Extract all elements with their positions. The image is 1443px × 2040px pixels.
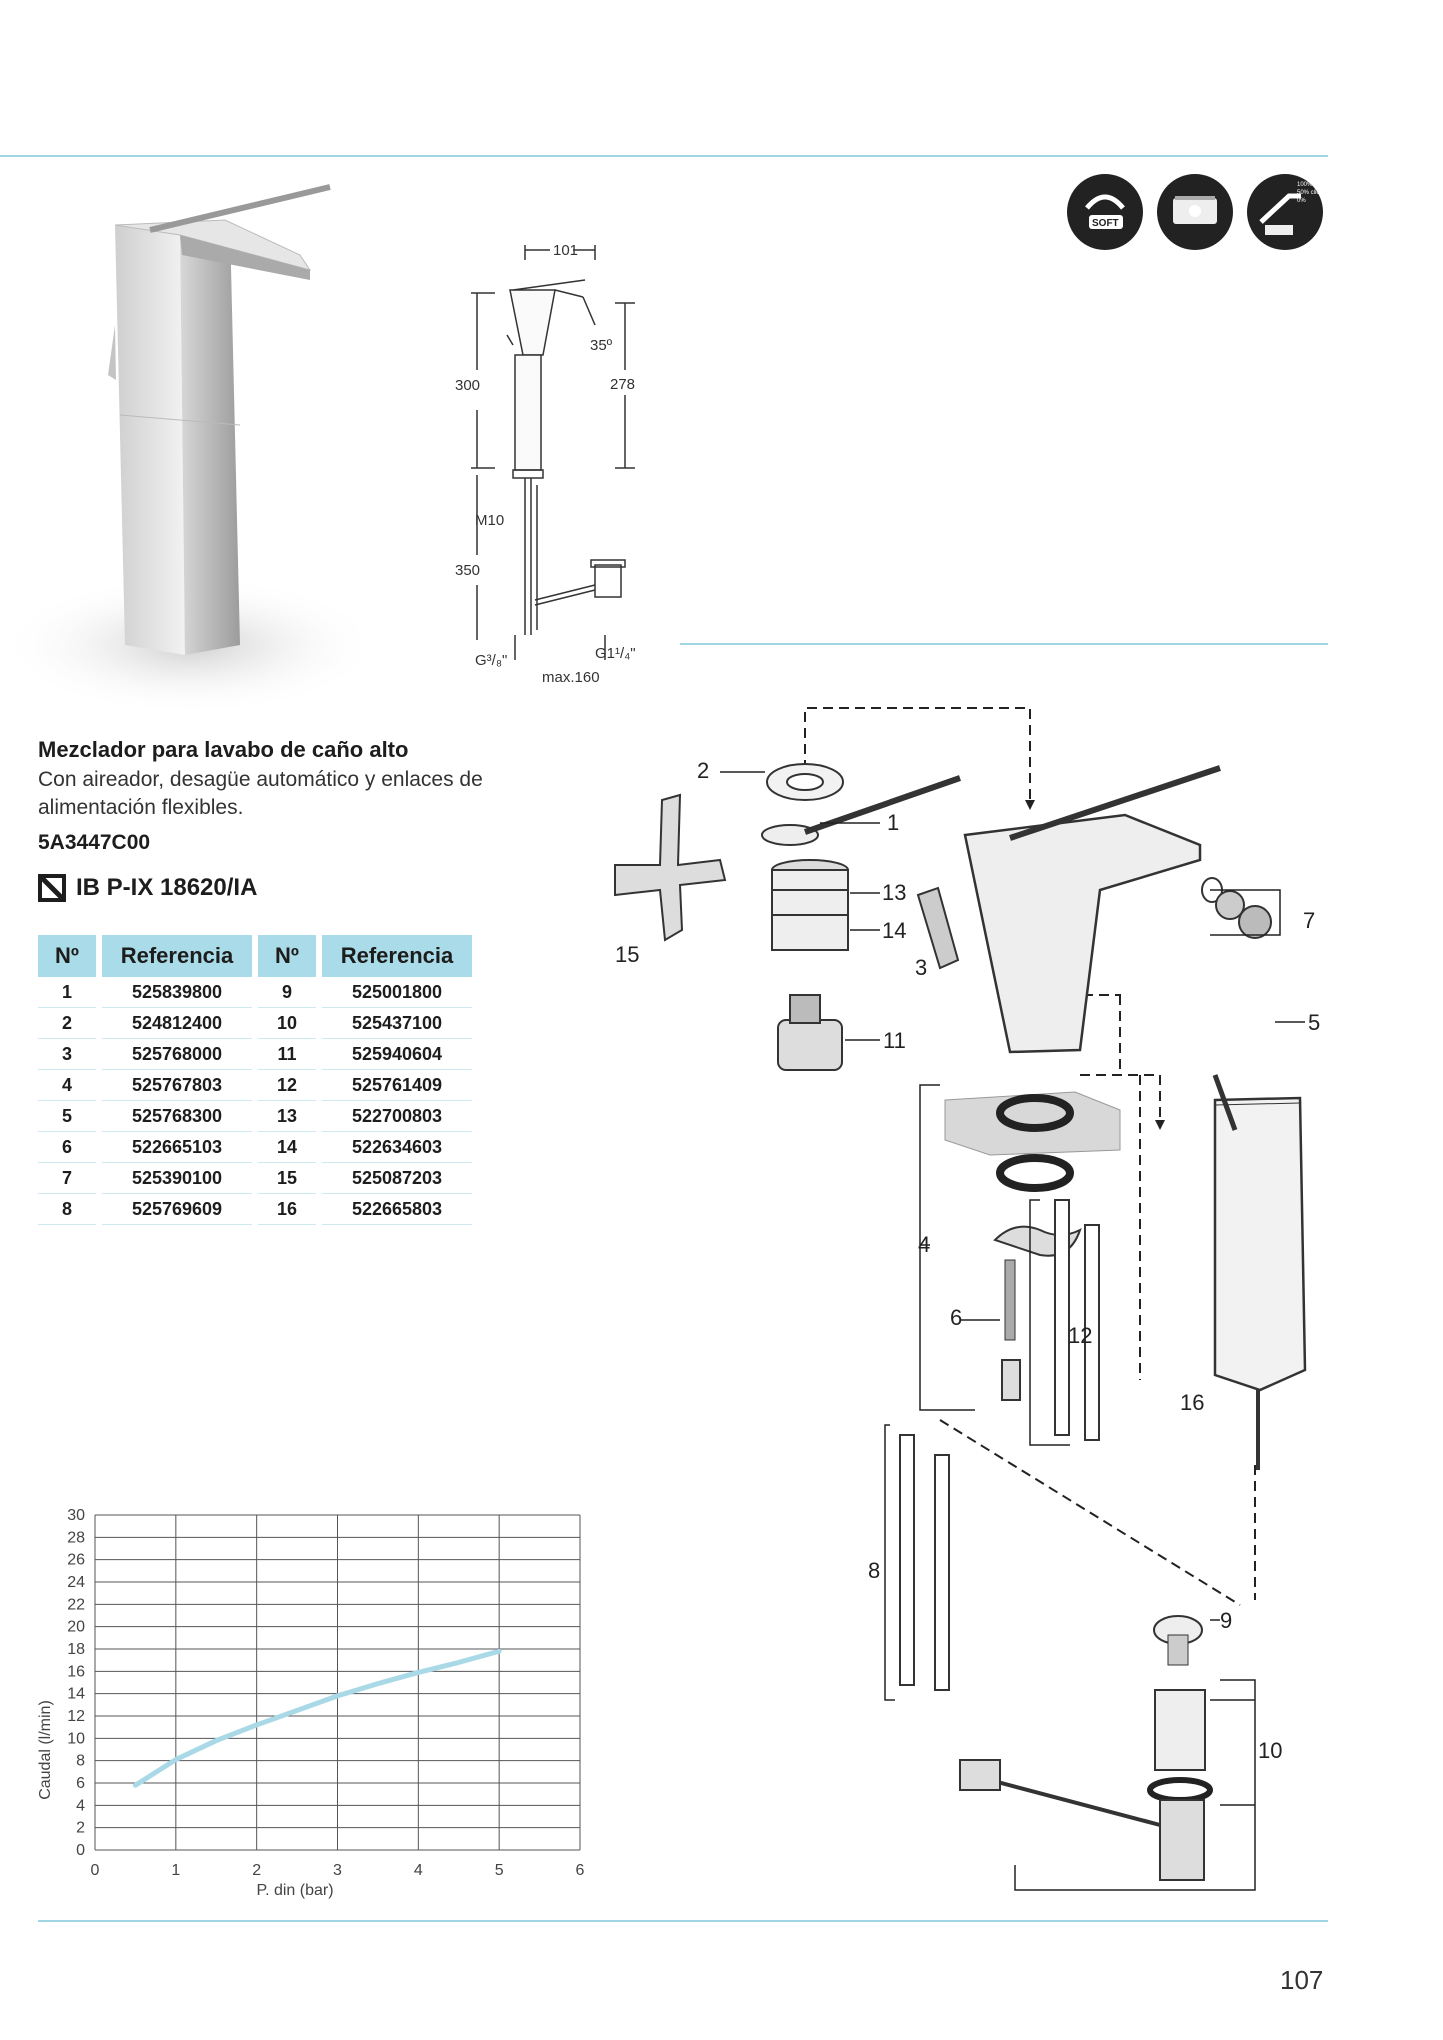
cell-ref: 524812400 <box>102 1008 252 1039</box>
cell-no: 7 <box>38 1163 96 1194</box>
dim-width-top: 101 <box>553 242 579 259</box>
part-label-2: 2 <box>697 758 710 783</box>
cell-no: 14 <box>258 1132 316 1163</box>
x-tick-label: 0 <box>90 1862 100 1879</box>
table-row <box>38 977 472 1008</box>
part-label-16: 16 <box>1180 1390 1205 1415</box>
cell-no: 2 <box>38 1008 96 1039</box>
product-description: Con aireador, desagüe automático y enlaces de alimentación flexibles. <box>38 768 483 819</box>
feature-icons <box>1065 170 1330 255</box>
part-label-14: 14 <box>882 918 907 943</box>
mid-rule <box>680 643 1328 645</box>
product-code: 5A3447C00 <box>38 831 151 854</box>
table-row <box>38 1132 472 1163</box>
y-tick-label: 0 <box>76 1842 85 1859</box>
cell-ref: 525767803 <box>102 1070 252 1101</box>
table-row <box>38 1194 472 1225</box>
cell-ref: 525001800 <box>322 977 472 1008</box>
certification-logo-icon <box>38 874 66 902</box>
y-tick-label: 22 <box>67 1596 85 1614</box>
part-label-5: 5 <box>1308 1010 1321 1035</box>
table-header <box>38 935 472 977</box>
y-tick-label: 14 <box>67 1685 85 1703</box>
header-ref-1: Referencia <box>102 935 252 977</box>
x-tick-label: 2 <box>252 1862 262 1879</box>
chart-ylabel: Caudal (l/min) <box>37 1700 54 1800</box>
product-title: Mezclador para lavabo de caño alto <box>38 737 409 762</box>
y-tick-label: 20 <box>67 1618 85 1636</box>
header-no-2: Nº <box>258 935 316 977</box>
x-tick-label: 3 <box>333 1862 342 1879</box>
y-tick-label: 10 <box>67 1730 85 1748</box>
cell-ref: 525390100 <box>102 1163 252 1194</box>
header-no-1: Nº <box>38 935 96 977</box>
eco-click-icon <box>1247 174 1323 250</box>
eco-100-label: 100% <box>1297 182 1313 188</box>
data-point <box>255 1723 258 1726</box>
data-point <box>215 1739 218 1742</box>
soft-icon <box>1067 174 1143 250</box>
data-point <box>457 1661 460 1664</box>
cell-ref: 522665803 <box>322 1194 472 1225</box>
cell-no: 13 <box>258 1101 316 1132</box>
chart-xlabel: P. din (bar) <box>256 1882 334 1899</box>
cell-ref: 525087203 <box>322 1163 472 1194</box>
cell-no: 4 <box>38 1070 96 1101</box>
dim-angle: 35º <box>590 337 613 354</box>
table-row <box>38 1101 472 1132</box>
header-ref-2: Referencia <box>322 935 472 977</box>
part-label-3: 3 <box>915 955 928 980</box>
data-point <box>296 1709 299 1712</box>
data-point <box>336 1694 339 1697</box>
part-label-9: 9 <box>1220 1608 1233 1633</box>
table-body <box>38 977 472 1225</box>
cell-ref: 522700803 <box>322 1101 472 1132</box>
table-row <box>38 1039 472 1070</box>
cell-no: 3 <box>38 1039 96 1070</box>
cell-ref: 525839800 <box>102 977 252 1008</box>
part-label-13: 13 <box>882 880 907 905</box>
dimension-drawing <box>455 235 665 700</box>
part-label-6: 6 <box>950 1305 963 1330</box>
data-point <box>134 1784 137 1787</box>
part-label-11: 11 <box>883 1028 906 1053</box>
cell-ref: 525768000 <box>102 1039 252 1070</box>
y-tick-label: 2 <box>76 1819 85 1837</box>
soft-icon-label: SOFT <box>1092 218 1119 229</box>
y-tick-label: 26 <box>67 1551 85 1569</box>
flow-chart <box>30 1495 590 1905</box>
cell-ref: 522665103 <box>102 1132 252 1163</box>
part-label-4: 4 <box>918 1232 931 1257</box>
y-tick-label: 30 <box>67 1507 85 1524</box>
cell-no: 16 <box>258 1194 316 1225</box>
cell-no: 15 <box>258 1163 316 1194</box>
cell-no: 6 <box>38 1132 96 1163</box>
x-tick-label: 5 <box>494 1862 504 1879</box>
chart-grid <box>95 1515 580 1850</box>
data-point <box>376 1682 379 1685</box>
cell-no: 8 <box>38 1194 96 1225</box>
y-tick-label: 8 <box>76 1752 85 1770</box>
dim-hose-length: 350 <box>455 562 481 579</box>
exploded-view <box>600 700 1340 1900</box>
y-tick-label: 18 <box>67 1641 85 1658</box>
y-tick-label: 4 <box>76 1797 85 1815</box>
table-row <box>38 1163 472 1194</box>
cell-no: 11 <box>258 1039 316 1070</box>
dim-height-spout: 278 <box>610 376 636 393</box>
part-label-12: 12 <box>1068 1323 1093 1348</box>
cell-no: 10 <box>258 1008 316 1039</box>
page-number: 107 <box>1280 1965 1324 1995</box>
y-tick-label: 28 <box>67 1529 85 1547</box>
chart-ticks <box>67 1507 584 1879</box>
table-row <box>38 1008 472 1039</box>
eco-50-label: 50% click <box>1297 190 1323 196</box>
product-certification <box>38 874 257 902</box>
y-tick-label: 16 <box>67 1663 85 1681</box>
part-label-1: 1 <box>887 810 900 835</box>
x-tick-label: 4 <box>413 1862 423 1879</box>
cell-no: 5 <box>38 1101 96 1132</box>
y-tick-label: 12 <box>67 1708 85 1725</box>
x-tick-label: 6 <box>575 1862 585 1879</box>
data-point <box>174 1758 177 1761</box>
dim-inlet: G³/₈" <box>475 652 508 669</box>
eco-0-label: 0% <box>1297 198 1306 204</box>
cell-ref: 525769609 <box>102 1194 252 1225</box>
cell-no: 12 <box>258 1070 316 1101</box>
cell-ref: 522634603 <box>322 1132 472 1163</box>
cell-ref: 525761409 <box>322 1070 472 1101</box>
cell-ref: 525437100 <box>322 1008 472 1039</box>
dim-thread: M10 <box>475 512 505 529</box>
table-row <box>38 1070 472 1101</box>
cold-start-icon <box>1157 174 1233 250</box>
dim-max: max.160 <box>542 669 600 686</box>
product-photo <box>0 175 360 715</box>
cell-ref: 525768300 <box>102 1101 252 1132</box>
y-tick-label: 6 <box>76 1775 85 1792</box>
y-tick-label: 24 <box>67 1574 85 1591</box>
part-label-8: 8 <box>868 1558 881 1583</box>
cell-ref: 525940604 <box>322 1039 472 1070</box>
parts-table <box>38 935 472 1225</box>
part-label-7: 7 <box>1303 908 1316 933</box>
part-label-15: 15 <box>615 942 640 967</box>
top-rule <box>0 155 1328 157</box>
chart-series <box>134 1650 501 1787</box>
data-point <box>417 1671 420 1674</box>
data-point <box>498 1650 501 1653</box>
cell-no: 9 <box>258 977 316 1008</box>
dim-height-total: 300 <box>455 377 481 394</box>
x-tick-label: 1 <box>171 1862 181 1879</box>
part-label-10: 10 <box>1258 1738 1283 1763</box>
bottom-rule <box>38 1920 1328 1922</box>
certification-text: IB P-IX 18620/IA <box>76 874 258 901</box>
dim-waste: G1¹/₄" <box>595 645 636 662</box>
cell-no: 1 <box>38 977 96 1008</box>
